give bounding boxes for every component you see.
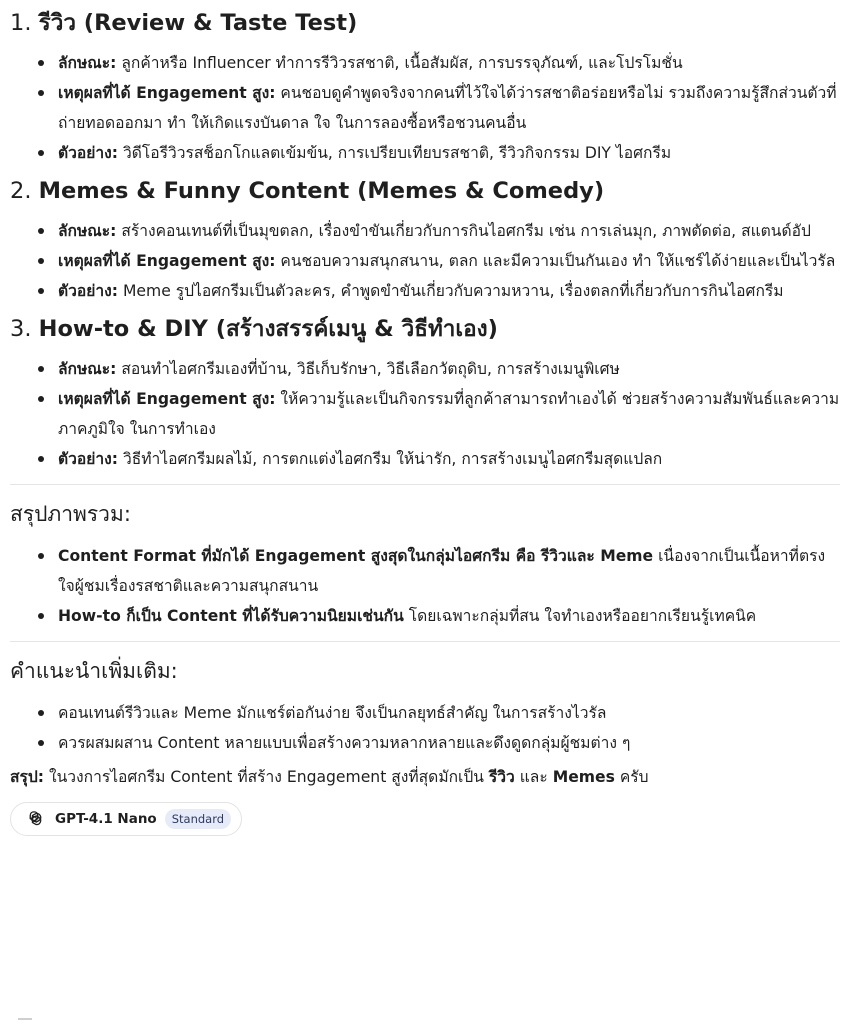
recommendations-heading: คำแนะนำเพิ่มเติม: xyxy=(10,659,178,683)
item-label: ลักษณะ: xyxy=(58,360,117,378)
section-heading-memes xyxy=(10,176,840,206)
summary-text: ครับ xyxy=(614,768,649,786)
divider xyxy=(10,641,840,642)
item-text: สอนทำไอศกรีมเองที่บ้าน, วิธีเก็บรักษา, วิธีเลือกวัตถุดิบ, การสร้างเมนูพิเศษ xyxy=(116,360,620,378)
item-text: Meme รูปไอศกรีมเป็นตัวละคร, คำพูดขำขันเกี่ยวกับความหวาน, เรื่องตลกที่เกี่ยวกับการกินไอศกรีม xyxy=(118,282,784,300)
list-item xyxy=(38,444,840,474)
item-label: ลักษณะ: xyxy=(58,54,117,72)
item-label: Content Format ที่มักได้ Engagement สูงสุดในกลุ่มไอศกรีม คือ รีวิวและ Meme xyxy=(58,547,654,565)
item-text: คนชอบดูคำพูดจริงจากคนที่ไว้ใจได้ว่ารสชาติอร่อยหรือไม่ รวมถึงความรู้สึกส่วนตัวที่ถ่ายทอดออกมา ทำ ให้เกิดแรงบันดาล ใจ ในการลองซื้อหรือชวนคนอื่น xyxy=(58,84,837,132)
item-text: โดยเฉพาะกลุ่มที่สน ใจทำเองหรืออยากเรียนรู้เทคนิค xyxy=(403,607,757,625)
item-label: ตัวอย่าง: xyxy=(58,144,118,162)
item-label: เหตุผลที่ได้ Engagement สูง: xyxy=(58,390,276,408)
section-list xyxy=(10,48,840,168)
item-text: สร้างคอนเทนต์ที่เป็นมุขตลก, เรื่องขำขันเกี่ยวกับการกินไอศกรีม เช่น การเล่นมุก, ภาพตัดต่อ, สแตนด์อัป xyxy=(116,222,811,240)
item-label: เหตุผลที่ได้ Engagement สูง: xyxy=(58,252,276,270)
section-list xyxy=(10,216,840,306)
section-heading-review xyxy=(10,8,840,38)
item-text: วิธีทำไอศกรีมผลไม้, การตกแต่งไอศกรีม ให้น่ารัก, การสร้างเมนูไอศกรีมสุดแปลก xyxy=(118,450,663,468)
item-label: ตัวอย่าง: xyxy=(58,450,118,468)
item-label: ลักษณะ: xyxy=(58,222,117,240)
section-number: 2. xyxy=(10,178,32,204)
item-label: ตัวอย่าง: xyxy=(58,282,118,300)
divider xyxy=(10,484,840,485)
summary-emphasis: รีวิว xyxy=(488,768,515,786)
summary-emphasis: Memes xyxy=(552,768,615,786)
section-number: 1. xyxy=(10,10,32,36)
item-text: ให้ความรู้และเป็นกิจกรรมที่ลูกค้าสามารถทำเองได้ ช่วยสร้างความสัมพันธ์และความภาคภูมิใจ ในการทำเอง xyxy=(58,390,840,438)
openai-logo-icon xyxy=(25,810,43,828)
recommendations-list xyxy=(10,698,840,758)
model-selector-button[interactable] xyxy=(10,802,242,836)
model-tier-badge: Standard xyxy=(165,809,231,829)
item-label: เหตุผลที่ได้ Engagement สูง: xyxy=(58,84,276,102)
list-item: ควรผสมผสาน Content หลายแบบเพื่อสร้างความหลากหลายและดึงดูดกลุ่มผู้ชมต่าง ๆ xyxy=(38,728,840,758)
summary-line xyxy=(10,762,840,792)
summary-text: และ xyxy=(514,768,553,786)
list-item xyxy=(38,276,840,306)
list-item xyxy=(38,601,840,631)
list-item xyxy=(38,48,840,78)
section-title: รีวิว (Review & Taste Test) xyxy=(38,10,358,36)
section-title: How-to & DIY (สร้างสรรค์เมนู & วิธีทำเอง) xyxy=(38,316,498,342)
list-item xyxy=(38,138,840,168)
model-name: GPT-4.1 Nano xyxy=(55,811,157,827)
scroll-indicator xyxy=(18,1018,32,1020)
overview-heading: สรุปภาพรวม: xyxy=(10,502,131,526)
item-text: คนชอบความสนุกสนาน, ตลก และมีความเป็นกันเอง ทำ ให้แชร์ได้ง่ายและเป็นไวรัล xyxy=(275,252,836,270)
list-item xyxy=(38,78,840,138)
list-item xyxy=(38,354,840,384)
list-item xyxy=(38,541,840,601)
item-text: ลูกค้าหรือ Influencer ทำการรีวิวรสชาติ, เนื้อสัมผัส, การบรรจุภัณฑ์, และโปรโมชั่น xyxy=(116,54,683,72)
list-item xyxy=(38,216,840,246)
section-heading-howto xyxy=(10,314,840,344)
item-text: เนื่องจากเป็นเนื้อหาที่ตรง ใจผู้ชมเรื่องรสชาติและความสนุกสนาน xyxy=(58,547,826,595)
list-item: คอนเทนต์รีวิวและ Meme มักแชร์ต่อกันง่าย จึงเป็นกลยุทธ์สำคัญ ในการสร้างไวรัล xyxy=(38,698,840,728)
item-text: วิดีโอรีวิวรสช็อกโกแลตเข้มข้น, การเปรียบเทียบรสชาติ, รีวิวกิจกรรม DIY ไอศกรีม xyxy=(118,144,672,162)
list-item xyxy=(38,246,840,276)
section-title: Memes & Funny Content (Memes & Comedy) xyxy=(38,178,605,204)
summary-text: ในวงการไอศกรีม Content ที่สร้าง Engagement สูงที่สุดมักเป็น xyxy=(44,768,489,786)
overview-list xyxy=(10,541,840,631)
section-number: 3. xyxy=(10,316,32,342)
response-content xyxy=(10,0,840,836)
section-list xyxy=(10,354,840,474)
item-label: How-to ก็เป็น Content ที่ได้รับความนิยมเช่นกัน xyxy=(58,607,404,625)
list-item xyxy=(38,384,840,444)
summary-label: สรุป: xyxy=(10,768,45,786)
